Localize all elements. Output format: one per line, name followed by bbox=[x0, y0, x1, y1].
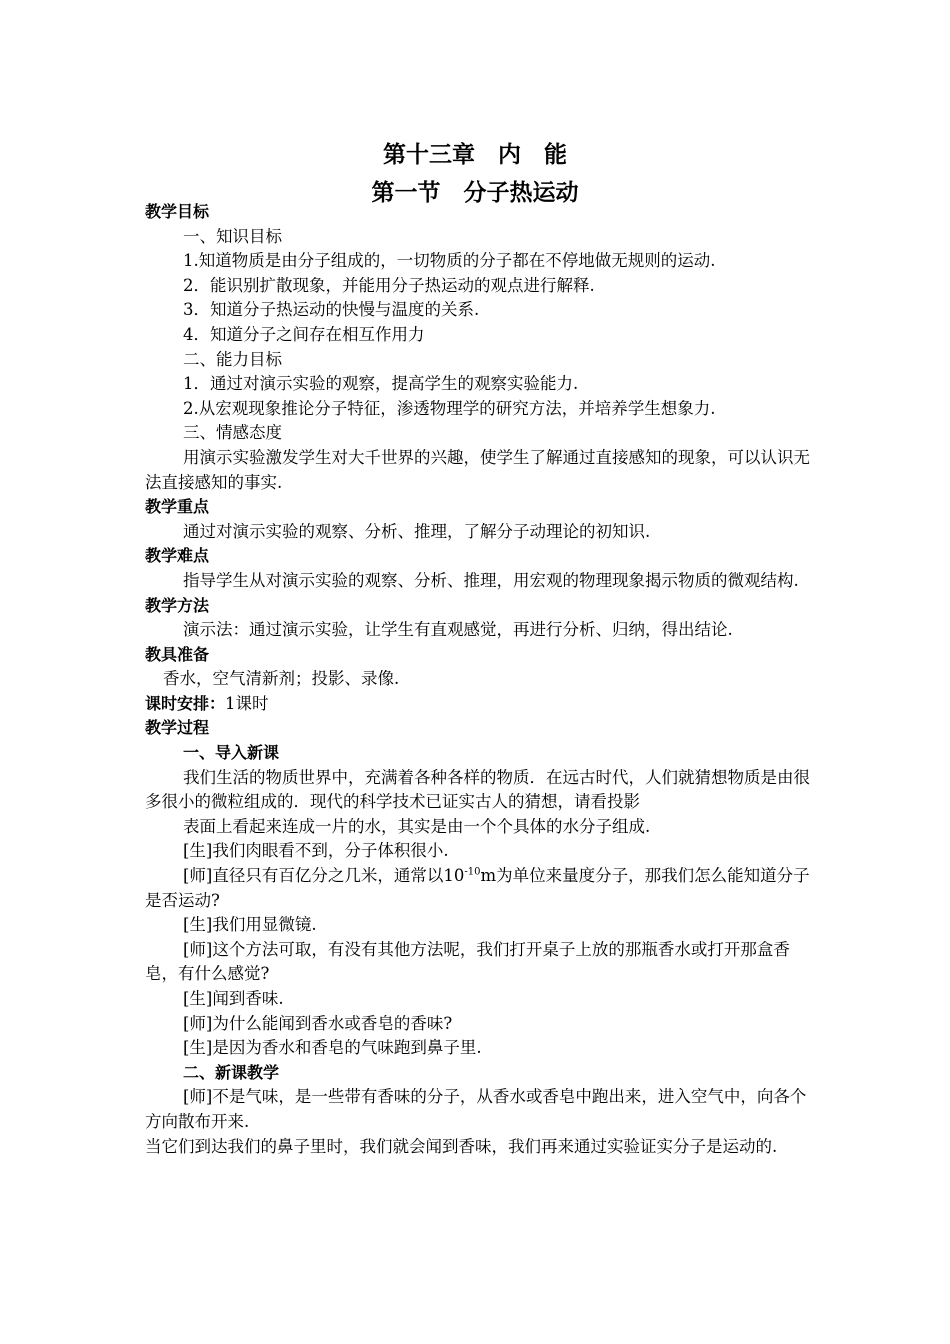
materials-text: 香水，空气清新剂；投影、录像. bbox=[163, 669, 400, 689]
chapter-title: 第十三章 内 能 bbox=[383, 142, 567, 168]
ability-heading: 二、能力目标 bbox=[183, 349, 282, 369]
objectives-heading: 教学目标 bbox=[145, 202, 210, 221]
schedule-line bbox=[145, 692, 810, 717]
new-lesson-heading: 二、新课教学 bbox=[183, 1062, 280, 1082]
dialogue-line: [生]闻到香味. bbox=[183, 989, 284, 1008]
knowledge-item: 4．知道分子之间存在相互作用力 bbox=[183, 324, 425, 344]
dialogue-line: [生]我们用显微镜. bbox=[183, 915, 317, 935]
section-title: 第一节 分子热运动 bbox=[371, 180, 579, 206]
knowledge-heading: 一、知识目标 bbox=[183, 226, 282, 246]
knowledge-item: 1.知道物质是由分子组成的，一切物质的分子都在不停地做无规则的运动. bbox=[183, 251, 716, 271]
dialogue-line: [生]是因为香水和香皂的气味跑到鼻子里. bbox=[183, 1038, 482, 1058]
knowledge-item: 2．能识别扩散现象，并能用分子热运动的观点进行解释. bbox=[183, 275, 595, 295]
ability-item: 1．通过对演示实验的观察，提高学生的观察实验能力. bbox=[183, 374, 579, 394]
intro-line: 表面上看起来连成一片的水，其实是由一个个具体的水分子组成. bbox=[183, 816, 651, 836]
new-lesson-paragraph: 当它们到达我们的鼻子里时，我们就会闻到香味，我们再来通过实验证实分子是运动的. bbox=[145, 1136, 778, 1156]
dialogue-line: [生]我们肉眼看不到，分子体积很小. bbox=[183, 841, 449, 861]
ability-item: 2.从宏观现象推论分子特征，渗透物理学的研究方法，并培养学生想象力. bbox=[183, 398, 716, 418]
process-heading: 教学过程 bbox=[145, 718, 210, 738]
key-points-text: 通过对演示实验的观察、分析、推理，了解分子动理论的初知识. bbox=[183, 521, 651, 541]
exponent: -10 bbox=[464, 866, 481, 878]
emotion-heading: 三、情感态度 bbox=[183, 423, 282, 443]
intro-paragraph: 我们生活的物质世界中，充满着各种各样的物质．在远古时代，人们就猜想物质是由很多很小的微粒组成的．现代的科学技术已证实古人的猜想，请看投影 bbox=[145, 767, 810, 812]
dialogue-text: m为单位来量度分子，那我们怎么能知道分子是否运动? bbox=[145, 866, 810, 910]
difficulties-text: 指导学生从对演示实验的观察、分析、推理，用宏观的物理现象揭示物质的微观结构. bbox=[183, 570, 799, 590]
dialogue-text: [师]直径只有百亿分之几米，通常以10 bbox=[183, 866, 465, 886]
difficulties-heading: 教学难点 bbox=[145, 546, 210, 566]
materials-heading: 教具准备 bbox=[145, 644, 210, 664]
knowledge-item: 3．知道分子热运动的快慢与温度的关系. bbox=[183, 300, 480, 320]
methods-text: 演示法：通过演示实验，让学生有直观感觉，再进行分析、归纳，得出结论. bbox=[183, 620, 733, 640]
document-body bbox=[145, 200, 810, 1159]
dialogue-line bbox=[145, 864, 810, 913]
methods-heading: 教学方法 bbox=[145, 595, 210, 615]
dialogue-line: [师]为什么能闻到香水或香皂的香味? bbox=[183, 1013, 453, 1033]
intro-heading: 一、导入新课 bbox=[183, 743, 280, 763]
emotion-text: 用演示实验激发学生对大千世界的兴趣，使学生了解通过直接感知的现象，可以认识无法直接感知的事实. bbox=[145, 447, 810, 492]
schedule-value: 1课时 bbox=[225, 693, 269, 713]
key-points-heading: 教学重点 bbox=[145, 497, 210, 517]
schedule-label: 课时安排： bbox=[145, 693, 226, 713]
dialogue-line: [师]不是气味，是一些带有香味的分子，从香水或香皂中跑出来，进入空气中，向各个方向散布开来. bbox=[145, 1087, 807, 1131]
dialogue-line: [师]这个方法可取，有没有其他方法呢，我们打开桌子上放的那瓶香水或打开那盒香皂，有什么感觉? bbox=[145, 939, 790, 984]
